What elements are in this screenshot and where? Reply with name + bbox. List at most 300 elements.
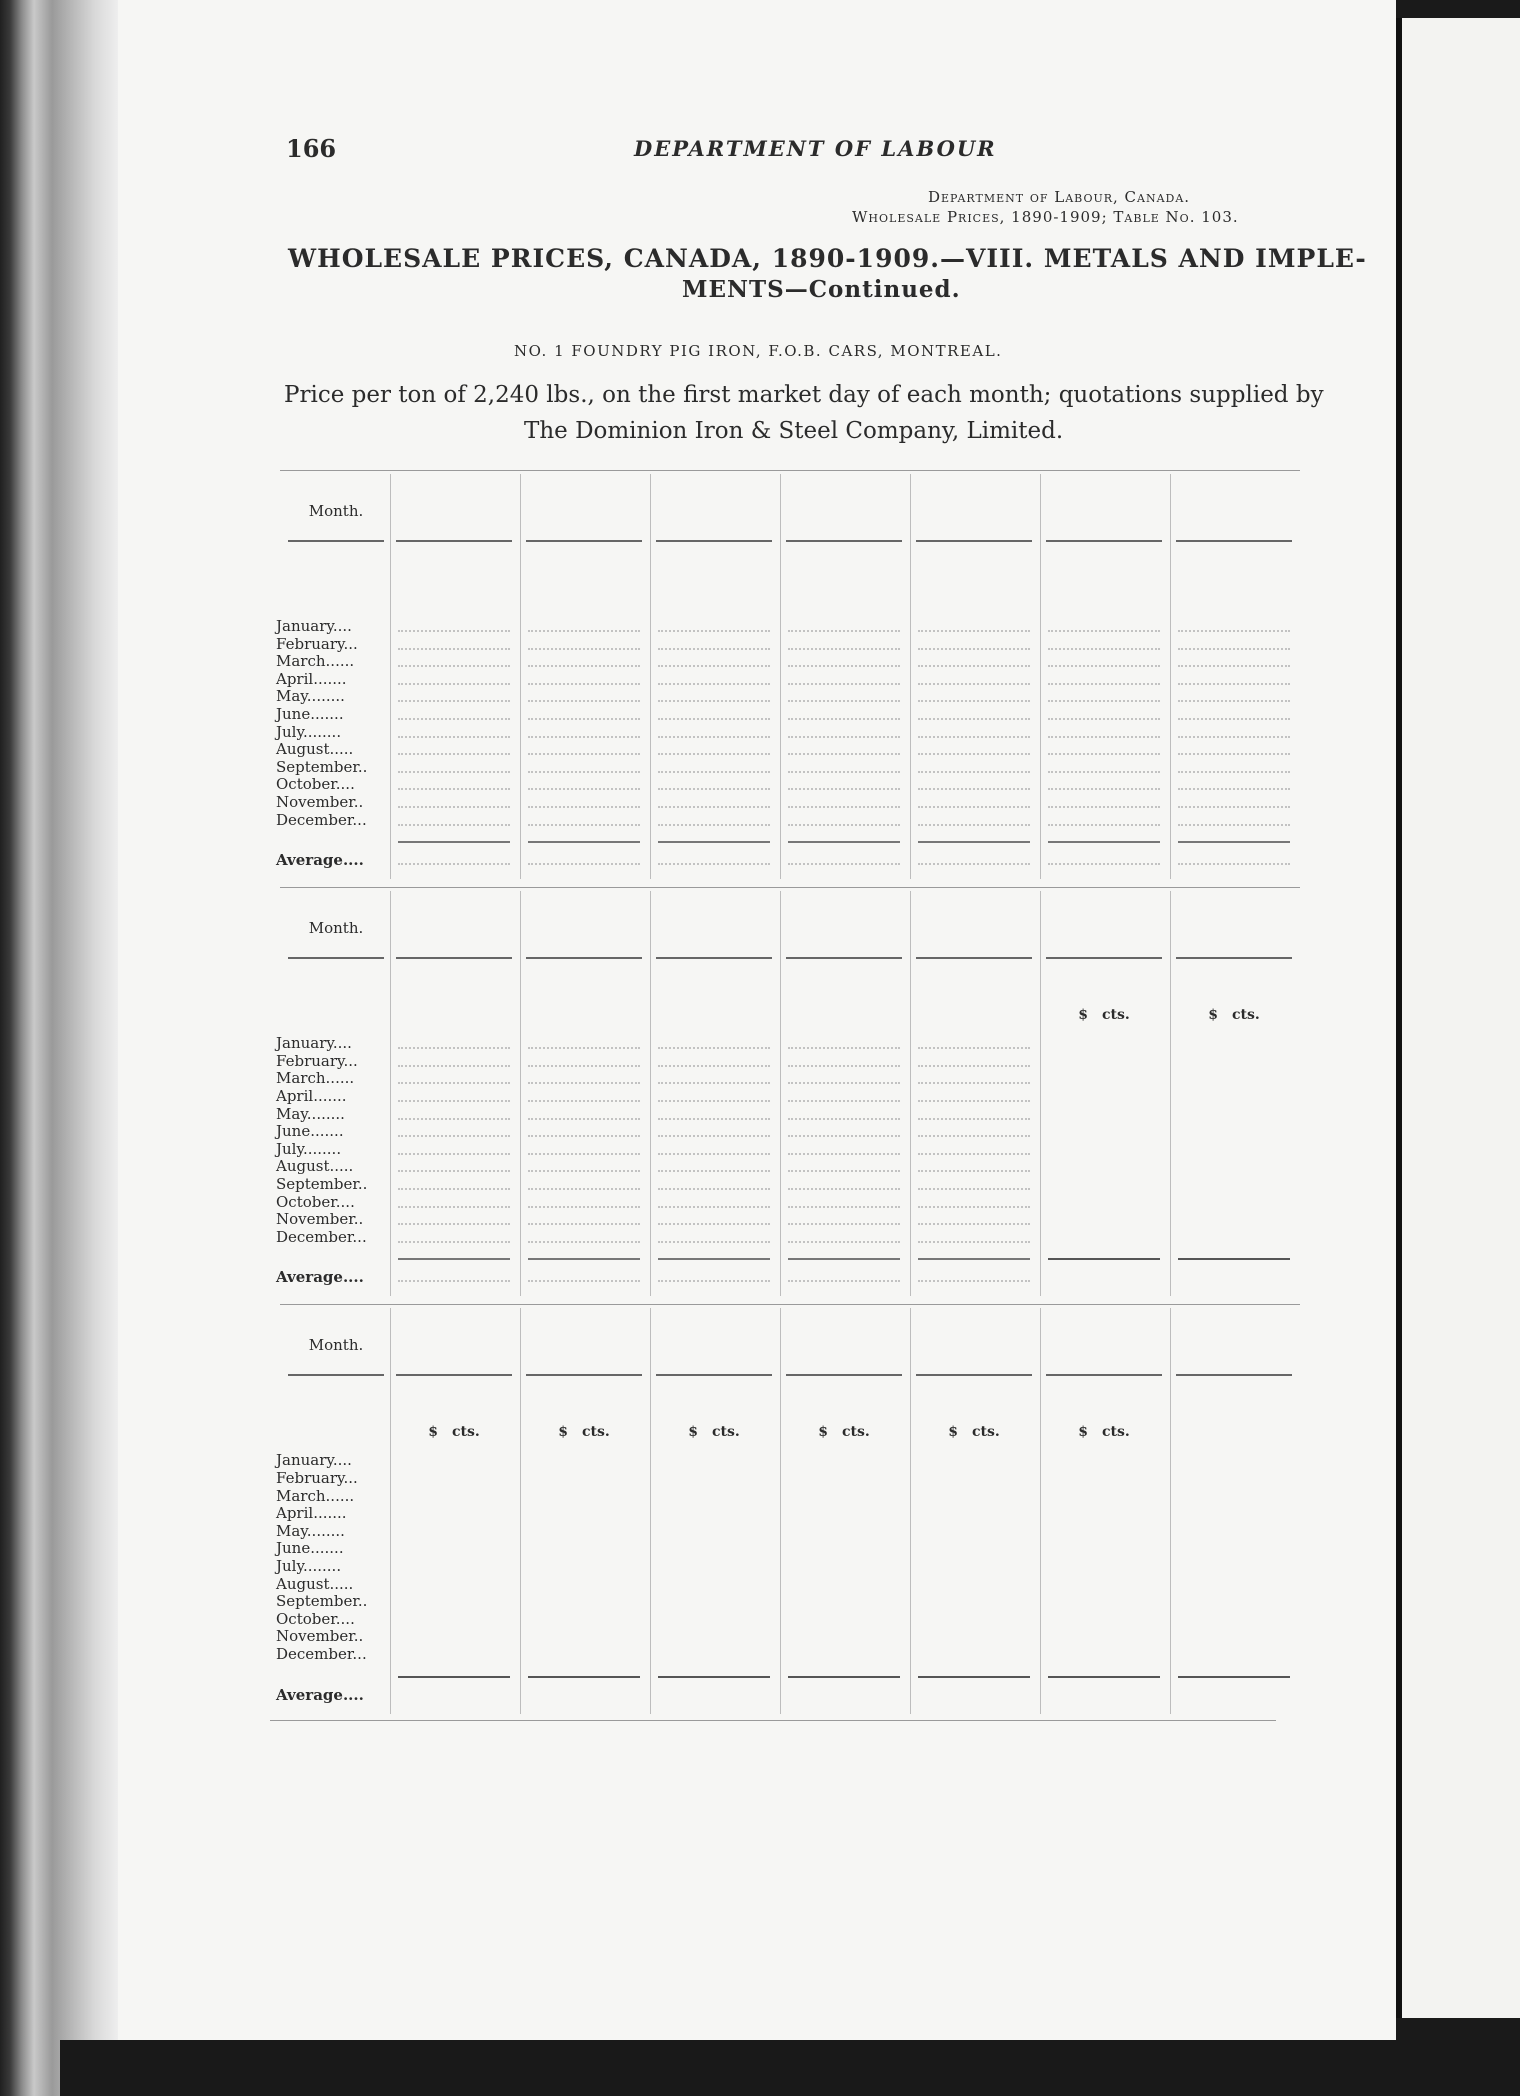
year-header-underline [526,1374,642,1376]
column-divider [520,891,521,1296]
empty-leader-dots [528,700,640,702]
year-header-underline [786,540,902,542]
table-reference-line2: Wholesale Prices, 1890-1909; Table No. 103. [852,208,1239,226]
month-label: November.. [276,1210,364,1229]
year-header-underline [786,1374,902,1376]
empty-leader-dots [788,630,900,632]
empty-leader-dots [1048,806,1160,808]
empty-leader-dots [918,700,1030,702]
empty-leader-dots [658,1047,770,1049]
column-divider [780,1308,781,1713]
empty-leader-dots [528,824,640,826]
empty-leader-dots [658,1118,770,1120]
empty-leader-dots [1178,700,1290,702]
cents-unit: cts. [842,1424,870,1441]
empty-leader-dots [528,1188,640,1190]
average-rule [1048,1258,1160,1260]
empty-leader-dots [1178,718,1290,720]
empty-leader-dots [528,1153,640,1155]
empty-leader-dots [918,630,1030,632]
empty-leader-dots [1178,736,1290,738]
empty-leader-dots [398,1241,510,1243]
empty-leader-dots [658,1082,770,1084]
dollar-unit: $ [1078,1424,1088,1441]
empty-leader-dots [398,753,510,755]
empty-leader-dots [528,806,640,808]
empty-leader-dots [528,1241,640,1243]
empty-leader-dots [398,1135,510,1137]
column-divider [390,474,391,879]
year-header-underline [656,540,772,542]
month-label: August..... [276,740,354,759]
dollar-unit: $ [1208,1007,1218,1024]
empty-leader-dots [788,1280,900,1282]
month-header-underline [288,540,384,542]
empty-leader-dots [788,1188,900,1190]
empty-leader-dots [658,1065,770,1067]
empty-leader-dots [1048,753,1160,755]
column-divider [910,891,911,1296]
empty-leader-dots [788,700,900,702]
dollar-unit: $ [558,1424,568,1441]
year-header-underline [916,540,1032,542]
empty-leader-dots [658,1188,770,1190]
empty-leader-dots [1178,630,1290,632]
table-top-rule [280,470,1300,471]
empty-leader-dots [398,630,510,632]
running-head: DEPARTMENT OF LABOUR [634,136,997,161]
average-rule [658,1258,770,1260]
month-label: May........ [276,687,345,706]
year-header-underline [396,540,512,542]
description-line2: The Dominion Iron & Steel Company, Limited. [524,418,1064,444]
empty-leader-dots [658,1100,770,1102]
document-title-line2: MENTS—Continued. [682,276,961,303]
average-row-label: Average.... [276,851,364,870]
empty-leader-dots [918,683,1030,685]
column-divider [1040,1308,1041,1713]
empty-leader-dots [1178,788,1290,790]
empty-leader-dots [918,788,1030,790]
empty-leader-dots [398,788,510,790]
average-rule [788,1676,900,1678]
average-rule [528,841,640,843]
month-label: January.... [276,1451,352,1470]
empty-leader-dots [398,1065,510,1067]
year-header-underline [1046,1374,1162,1376]
month-label: January.... [276,1034,352,1053]
currency-unit-header [1042,1424,1166,1440]
month-labels [276,618,367,829]
empty-leader-dots [1178,863,1290,865]
empty-leader-dots [528,1135,640,1137]
column-divider [650,1308,651,1713]
average-rule [1048,1676,1160,1678]
empty-leader-dots [658,1280,770,1282]
month-label: May........ [276,1104,345,1123]
month-label: October.... [276,775,355,794]
empty-leader-dots [658,1223,770,1225]
column-divider [780,474,781,879]
month-label: February... [276,1051,358,1070]
empty-leader-dots [918,1153,1030,1155]
empty-leader-dots [788,718,900,720]
empty-leader-dots [1178,771,1290,773]
empty-leader-dots [918,1100,1030,1102]
column-divider [1170,891,1171,1296]
cents-unit: cts. [1102,1007,1130,1024]
empty-leader-dots [528,1047,640,1049]
year-header-underline [396,1374,512,1376]
month-labels [276,1452,367,1663]
year-header-underline [656,1374,772,1376]
month-label: October.... [276,1609,355,1628]
empty-leader-dots [918,1135,1030,1137]
empty-leader-dots [528,648,640,650]
month-label: September.. [276,1174,368,1193]
empty-leader-dots [658,788,770,790]
month-label: December... [276,810,367,829]
empty-leader-dots [398,771,510,773]
dollar-unit: $ [1078,1007,1088,1024]
empty-leader-dots [658,1153,770,1155]
month-label: January.... [276,617,352,635]
empty-leader-dots [918,1170,1030,1172]
month-label: June....... [276,1122,344,1141]
cents-unit: cts. [1232,1007,1260,1024]
empty-leader-dots [398,1047,510,1049]
month-label: February... [276,634,358,653]
empty-leader-dots [658,683,770,685]
month-column-header: Month. [308,502,364,520]
empty-leader-dots [398,1100,510,1102]
empty-leader-dots [528,665,640,667]
empty-leader-dots [658,718,770,720]
column-divider [1040,474,1041,879]
empty-leader-dots [658,700,770,702]
empty-leader-dots [788,736,900,738]
page-number: 166 [286,134,337,163]
month-column-header: Month. [308,1336,364,1355]
cents-unit: cts. [582,1424,610,1441]
month-label: June....... [276,704,344,723]
empty-leader-dots [398,1082,510,1084]
cents-unit: cts. [1102,1424,1130,1441]
empty-leader-dots [658,1135,770,1137]
average-rule [918,1258,1030,1260]
average-rule [398,1676,510,1678]
year-header-underline [1046,540,1162,542]
month-labels [276,1035,367,1246]
month-label: July........ [276,1556,342,1575]
empty-leader-dots [1048,700,1160,702]
month-label: July........ [276,1139,342,1158]
empty-leader-dots [528,1118,640,1120]
empty-leader-dots [918,1280,1030,1282]
empty-leader-dots [398,863,510,865]
empty-leader-dots [658,1241,770,1243]
empty-leader-dots [918,824,1030,826]
empty-leader-dots [1048,718,1160,720]
empty-leader-dots [788,1153,900,1155]
empty-leader-dots [918,753,1030,755]
description-line1: Price per ton of 2,240 lbs., on the first market day of each month; quotations supplied by [284,382,1324,408]
month-label: April....... [276,1086,347,1105]
year-header-underline [786,957,902,959]
empty-leader-dots [1048,683,1160,685]
empty-leader-dots [398,1280,510,1282]
month-label: April....... [276,1504,347,1523]
empty-leader-dots [398,1223,510,1225]
empty-leader-dots [528,863,640,865]
column-divider [390,891,391,1296]
month-label: September.. [276,1592,368,1611]
empty-leader-dots [918,736,1030,738]
column-divider [1170,1308,1171,1713]
empty-leader-dots [528,736,640,738]
empty-leader-dots [788,1170,900,1172]
empty-leader-dots [1048,788,1160,790]
month-label: March...... [276,1486,355,1505]
month-column-header: Month. [308,919,364,938]
empty-leader-dots [528,630,640,632]
empty-leader-dots [658,863,770,865]
column-divider [390,1308,391,1713]
cents-unit: cts. [972,1424,1000,1441]
column-divider [910,474,911,879]
empty-leader-dots [1048,736,1160,738]
empty-leader-dots [398,1153,510,1155]
empty-leader-dots [788,648,900,650]
empty-leader-dots [658,771,770,773]
currency-unit-header [1172,1007,1296,1023]
cents-unit: cts. [712,1424,740,1441]
empty-leader-dots [528,1065,640,1067]
empty-leader-dots [398,1118,510,1120]
empty-leader-dots [788,1118,900,1120]
month-label: March...... [276,652,355,671]
month-label: November.. [276,1627,364,1646]
empty-leader-dots [918,806,1030,808]
year-header-underline [526,957,642,959]
average-rule [788,1258,900,1260]
empty-leader-dots [1048,630,1160,632]
average-row-label: Average.... [276,1685,364,1704]
month-label: May........ [276,1521,345,1540]
table-reference-line1: Department of Labour, Canada. [928,188,1191,206]
empty-leader-dots [658,1170,770,1172]
empty-leader-dots [918,1188,1030,1190]
dollar-unit: $ [818,1424,828,1441]
month-label: December... [276,1227,367,1246]
empty-leader-dots [398,1206,510,1208]
empty-leader-dots [788,771,900,773]
currency-unit-header [782,1424,906,1440]
empty-leader-dots [1048,665,1160,667]
column-divider [520,474,521,879]
empty-leader-dots [528,1206,640,1208]
currency-unit-header [1042,1007,1166,1023]
average-rule [398,1258,510,1260]
column-divider [780,891,781,1296]
empty-leader-dots [918,1206,1030,1208]
average-rule [1178,1258,1290,1260]
empty-leader-dots [918,648,1030,650]
empty-leader-dots [1048,648,1160,650]
empty-leader-dots [788,788,900,790]
currency-unit-header [392,1424,516,1440]
empty-leader-dots [658,648,770,650]
average-row-label: Average.... [276,1268,364,1287]
empty-leader-dots [918,771,1030,773]
year-header-underline [1176,540,1292,542]
empty-leader-dots [528,1223,640,1225]
empty-leader-dots [398,736,510,738]
empty-leader-dots [658,824,770,826]
month-header-underline [288,1374,384,1376]
column-divider [520,1308,521,1713]
empty-leader-dots [528,788,640,790]
currency-unit-header [912,1424,1036,1440]
column-divider [650,474,651,879]
empty-leader-dots [528,771,640,773]
empty-leader-dots [658,630,770,632]
month-label: June....... [276,1539,344,1558]
dollar-unit: $ [948,1424,958,1441]
empty-leader-dots [918,718,1030,720]
average-rule [528,1258,640,1260]
empty-leader-dots [398,665,510,667]
cents-unit: cts. [452,1424,480,1441]
empty-leader-dots [788,1100,900,1102]
empty-leader-dots [788,1206,900,1208]
empty-leader-dots [918,1082,1030,1084]
empty-leader-dots [398,718,510,720]
column-divider [910,1308,911,1713]
empty-leader-dots [528,1100,640,1102]
year-header-underline [1176,957,1292,959]
column-divider [1040,891,1041,1296]
empty-leader-dots [528,718,640,720]
empty-leader-dots [1178,683,1290,685]
empty-leader-dots [918,665,1030,667]
empty-leader-dots [918,1118,1030,1120]
empty-leader-dots [788,1065,900,1067]
average-rule [658,1676,770,1678]
average-rule [658,841,770,843]
empty-leader-dots [398,806,510,808]
empty-leader-dots [528,683,640,685]
average-rule [1048,841,1160,843]
year-header-underline [1176,1374,1292,1376]
month-label: December... [276,1644,367,1663]
average-rule [918,841,1030,843]
average-rule [788,841,900,843]
table-top-rule [280,887,1300,888]
currency-unit-header [652,1424,776,1440]
year-header-underline [396,957,512,959]
average-rule [1178,841,1290,843]
year-header-underline [656,957,772,959]
empty-leader-dots [788,1223,900,1225]
month-label: November.. [276,792,364,811]
empty-leader-dots [528,753,640,755]
empty-leader-dots [918,1223,1030,1225]
empty-leader-dots [658,736,770,738]
month-label: April....... [276,669,347,688]
empty-leader-dots [1178,806,1290,808]
currency-unit-header [522,1424,646,1440]
empty-leader-dots [788,1135,900,1137]
empty-leader-dots [398,683,510,685]
empty-leader-dots [528,1170,640,1172]
facing-page-edge [1396,18,1520,2018]
empty-leader-dots [788,753,900,755]
empty-leader-dots [1048,824,1160,826]
empty-leader-dots [398,824,510,826]
empty-leader-dots [1178,824,1290,826]
empty-leader-dots [918,1241,1030,1243]
empty-leader-dots [1178,648,1290,650]
empty-leader-dots [788,863,900,865]
column-divider [1170,474,1171,879]
empty-leader-dots [788,806,900,808]
month-header-underline [288,957,384,959]
empty-leader-dots [398,700,510,702]
month-label: August..... [276,1157,354,1176]
empty-leader-dots [398,1188,510,1190]
empty-leader-dots [658,753,770,755]
month-label: September.. [276,757,368,776]
empty-leader-dots [1178,753,1290,755]
year-header-underline [526,540,642,542]
year-header-underline [1046,957,1162,959]
dollar-unit: $ [688,1424,698,1441]
dollar-unit: $ [428,1424,438,1441]
commodity-subheading: NO. 1 FOUNDRY PIG IRON, F.O.B. CARS, MONTREAL. [514,342,1003,360]
empty-leader-dots [1178,665,1290,667]
scan-background [60,2040,1520,2096]
month-label: August..... [276,1574,354,1593]
empty-leader-dots [528,1082,640,1084]
empty-leader-dots [528,1280,640,1282]
month-label: February... [276,1468,358,1487]
empty-leader-dots [918,1065,1030,1067]
empty-leader-dots [788,683,900,685]
year-header-underline [916,957,1032,959]
average-rule [398,841,510,843]
column-divider [650,891,651,1296]
month-label: October.... [276,1192,355,1211]
empty-leader-dots [658,665,770,667]
empty-leader-dots [788,1047,900,1049]
document-title-line1: WHOLESALE PRICES, CANADA, 1890-1909.—VIII. METALS AND IMPLE- [288,244,1367,273]
empty-leader-dots [658,806,770,808]
empty-leader-dots [918,1047,1030,1049]
average-rule [1178,1676,1290,1678]
empty-leader-dots [788,1241,900,1243]
empty-leader-dots [658,1206,770,1208]
year-header-underline [916,1374,1032,1376]
book-binding-edge [0,0,118,2096]
empty-leader-dots [788,665,900,667]
average-rule [528,1676,640,1678]
empty-leader-dots [398,1170,510,1172]
empty-leader-dots [788,824,900,826]
empty-leader-dots [918,863,1030,865]
month-label: March...... [276,1069,355,1088]
table-top-rule [280,1304,1300,1305]
